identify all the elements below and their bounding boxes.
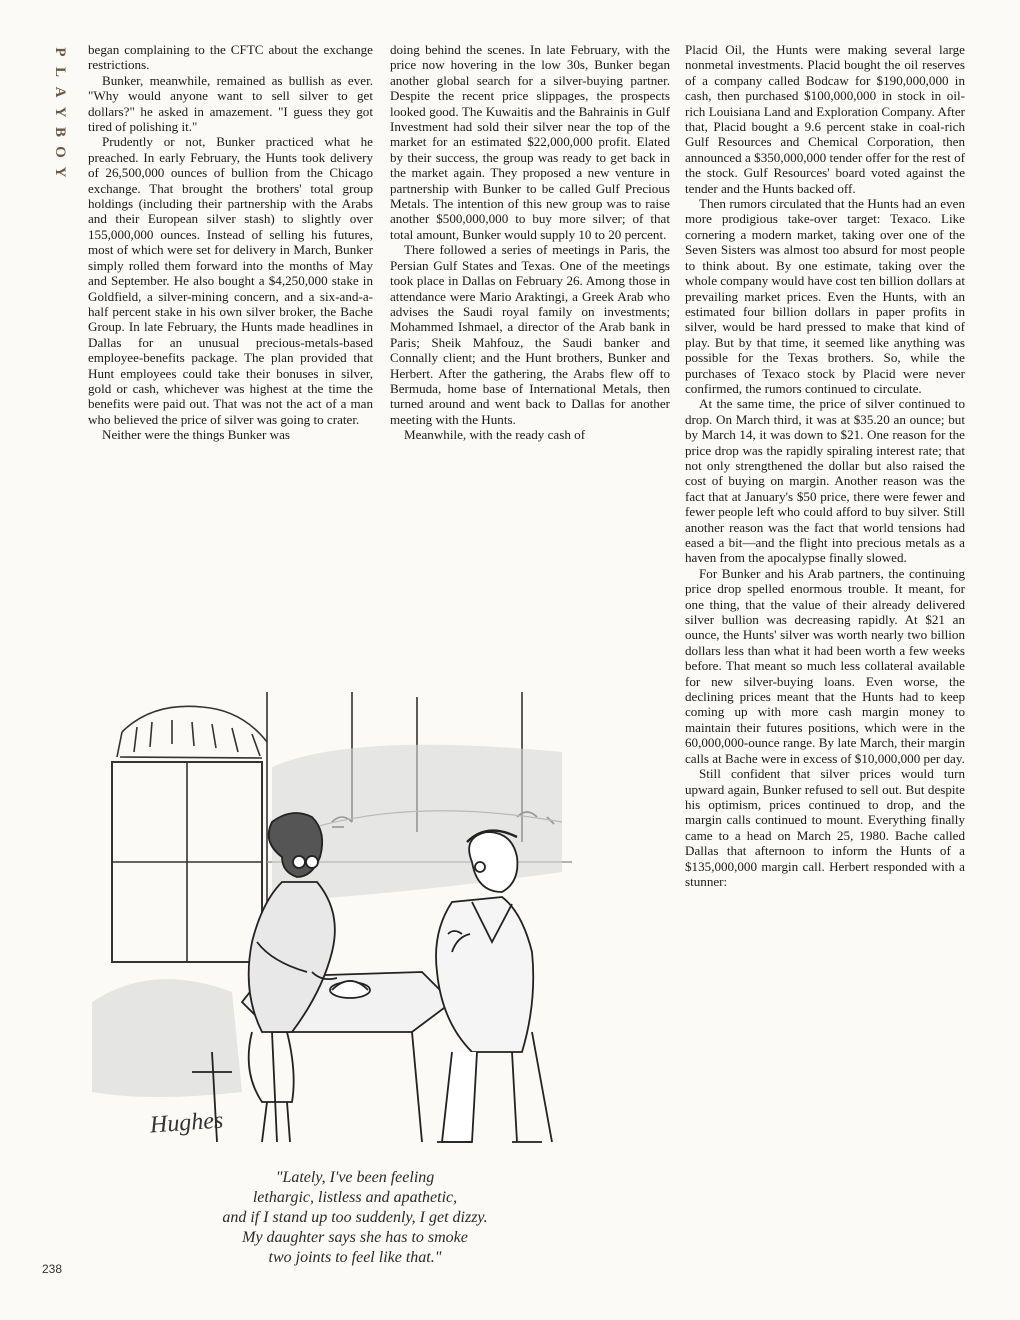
caption-line: My daughter says she has to smoke — [242, 1229, 468, 1246]
paragraph: Prudently or not, Bunker practiced what he preached. In early February, the Hunts took delivery of 26,500,000 ounces of bullion from the Chicago exchange. That brought the brothers' total group holdings (including their partnership with the Arabs and their European silver stash) to slightly over 155,000,000 ounces. Instead of selling his futures, most of which were set for delivery in March, Bunker simply rolled them forward into the months of May and September. He also bought a $4,250,000 stake in Goldfield, a silver-mining concern, and a six-and-a-half percent stake in his own silver broker, the Bache Group. In late February, the Hunts made headlines in Dallas for an unusual precious-metals-based employee-benefits package. The plan provided that Hunt employees could take their bonuses in silver, gold or cash, whichever was highest at the time the benefits were paid out. That was not the act of a man who believed the price of silver was going to crater. — [88, 134, 373, 427]
masthead-letter: O — [52, 146, 68, 158]
text-column-2 — [390, 42, 670, 443]
text-column-1 — [88, 42, 373, 443]
masthead-letter: Y — [52, 106, 68, 118]
masthead-letter: P — [52, 47, 68, 57]
paragraph: Still confident that silver prices would turn upward again, Bunker refused to sell out. But despite his optimism, prices continued to drop, and the margin calls continued to mount. Everything finally came to a head on March 25, 1980. Bache called Dallas that afternoon to inform the Hunts of a $135,000,000 margin call. Herbert responded with a stunner: — [685, 766, 965, 889]
paragraph: Neither were the things Bunker was — [102, 427, 290, 443]
paragraph: At the same time, the price of silver continued to drop. On March third, it was at $35.20 an ounce; but by March 14, it was down to $21. One reason for the price drop was the rapidly spiraling interest rate; that not only strengthened the dollar but also raised the cost of buying on margin. Another reason was the fact that at January's $50 price, there were fewer and fewer people left who could afford to buy silver. Still another reason was the fact that world tensions had eased a bit—and the flight into precious metals as a haven from the apocalypse finally slowed. — [685, 396, 965, 566]
cartoon-illustration — [92, 672, 572, 1172]
cartoon-caption — [190, 1168, 520, 1268]
paragraph: began complaining to the CFTC about the exchange restrictions. — [88, 42, 373, 73]
masthead-letter: Y — [52, 166, 68, 178]
text-column-3 — [685, 42, 965, 889]
page-number: 238 — [42, 1262, 63, 1276]
paragraph: Then rumors circulated that the Hunts had an even more prodigious take-over target: Texaco. Like cornering a modern market, taking over one of the Seven Sisters was almost too absurd for most people to think about. By one estimate, taking over the whole company would have cost ten billion dollars at prevailing market prices. Even the Hunts, with an estimated four billion dollars in paper profits in silver, would be hard pressed to make that kind of play. But by that time, it seemed like anything was possible for the Texas brothers. So, while the purchases of Texaco stock by Placid were never confirmed, the rumors continued to circulate. — [685, 196, 966, 396]
paragraph: Placid Oil, the Hunts were making several large nonmetal investments. Placid bought the oil reserves of a company called Bodcaw for $190,000,000 in cash, then purchased $100,000,000 in stock in oil-rich Louisiana Land and Exploration Company. After that, Placid bought a 9.6 percent stake in coal-rich Gulf Resources and Chemical Corporation, then announced a $350,000,000 tender offer for the rest of the stock. Gulf Resources' board voted against the tender and the Hunts backed off. — [685, 42, 965, 196]
caption-line: "Lately, I've been feeling — [275, 1169, 435, 1186]
paragraph: There followed a series of meetings in Paris, the Persian Gulf States and Texas. One of the meetings took place in Dallas on February 26. Among those in attendance were Mario Araktingi, a Greek Arab who advises the Saudi royal family on investments; Mohammed Ishmael, a director of the Arab bank in Paris; Sheik Mahfouz, the Saudi banker and Connally client; and the Hunt brothers, Bunker and Herbert. After the gathering, the Arabs flew off to Bermuda, home base of International Metals, then turned around and went back to Dallas for another meeting with the Hunts. — [390, 242, 670, 427]
paragraph: Bunker, meanwhile, remained as bullish as ever. "Why would anyone want to sell silver to get dollars?" he asked in amazement. "I guess they got tired of polishing it." — [88, 72, 373, 135]
masthead-letter: L — [52, 66, 68, 77]
caption-line: lethargic, listless and apathetic, — [252, 1189, 458, 1206]
paragraph: Meanwhile, with the ready cash of — [404, 427, 586, 443]
paragraph: doing behind the scenes. In late February, with the price now hovering in the low 30s, Bunker began another global search for a silver-buying partner. Despite the recent price slippages, the prospects looked good. The Kuwaitis and the Bahrainis in Gulf Investment had sold their silver near the top of the market for an estimated $22,000,000 profit. Elated by their success, the group was ready to get back in the market again. They proposed a new venture in partnership with Bunker to be called Gulf Precious Metals. The intention of this new group was to raise another $500,000,000 to buy more silver; of that total amount, Bunker would supply 10 to 20 percent. — [390, 42, 670, 242]
masthead-vertical — [50, 42, 70, 182]
masthead-letter: B — [52, 126, 68, 137]
paragraph: For Bunker and his Arab partners, the continuing price drop spelled enormous trouble. It meant, for one thing, that the value of their already delivered silver bullion was decreasing rapidly. At $21 an ounce, the Hunts' silver was worth nearly two billion dollars less than what it had been worth a few weeks before. That meant so much less collateral available for new silver-buying loans. Even worse, the declining prices meant that the Hunts had to keep coming up with more cash margin money to maintain their futures positions, which were in the 60,000,000-ounce range. By late March, their margin calls at Bache were in excess of $10,000,000 per day. — [685, 565, 965, 766]
cartoonist-signature: Hughes — [149, 1107, 225, 1139]
caption-line: and if I stand up too suddenly, I get dizzy. — [222, 1209, 488, 1226]
masthead-letter: A — [52, 86, 68, 98]
caption-line: two joints to feel like that." — [268, 1249, 442, 1266]
